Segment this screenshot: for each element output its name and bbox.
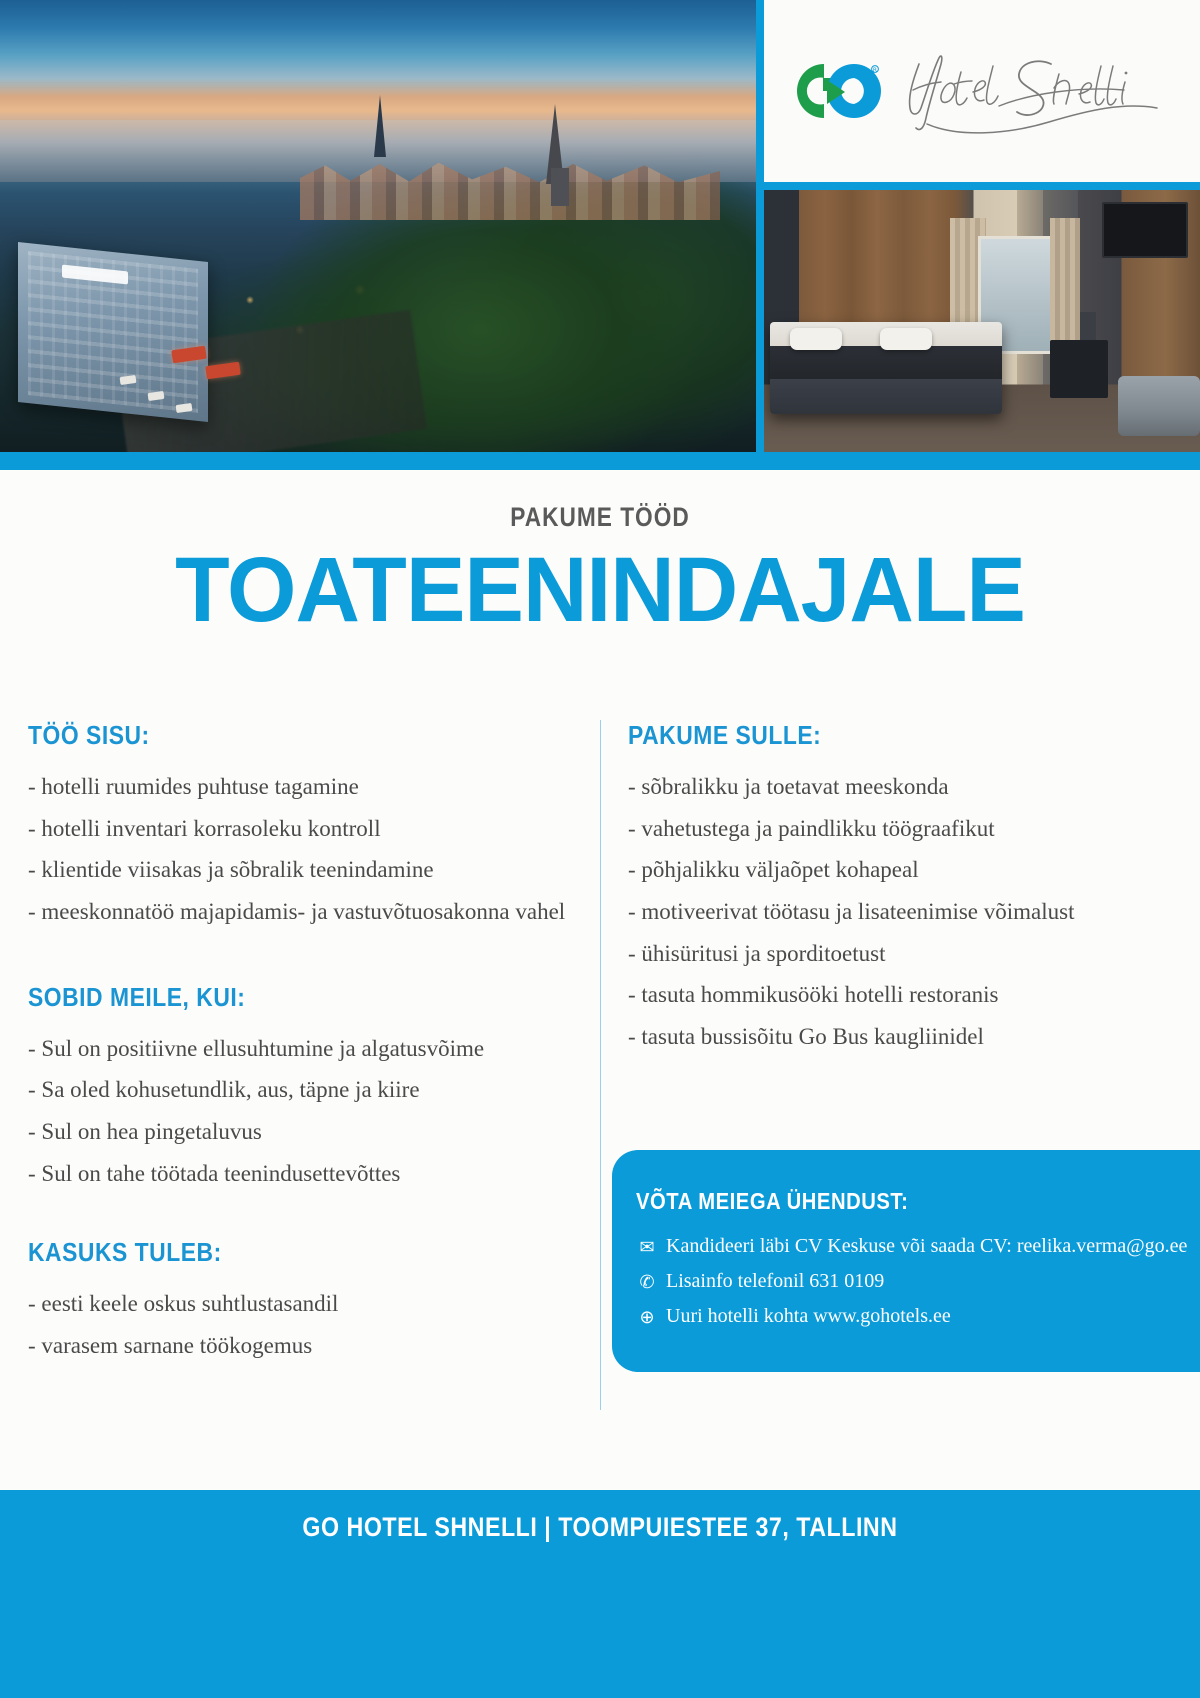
main-content [0, 470, 1200, 1490]
section-title-sobid-meile: SOBID MEILE, KUI: [28, 981, 246, 1012]
two-column-area [0, 720, 1200, 1460]
phone-icon: ✆ [639, 1271, 655, 1292]
list-item: - ühisüritusi ja sporditoetust [628, 940, 886, 966]
church-spire-icon [374, 95, 386, 157]
column-divider [600, 720, 601, 1410]
contact-email-text: Kandideeri läbi CV Keskuse või saada CV: reelika.verma@go.ee [666, 1235, 1188, 1257]
pillow [880, 328, 932, 350]
pillow [790, 328, 842, 350]
section-title-kasuks-tuleb: KASUKS TULEB: [28, 1237, 222, 1268]
spacer [28, 938, 568, 982]
list-item: - klientide viisakas ja sõbralik teenindamine [28, 857, 434, 883]
section-title-too-sisu: TÖÖ SISU: [28, 720, 150, 750]
hotel-shnelli-script-logo [899, 46, 1171, 136]
list-item: - varasem sarnane töökogemus [28, 1332, 313, 1358]
envelope-icon: ✉ [639, 1236, 655, 1257]
list-item: - tasuta hommikusööki hotelli restoranis [628, 982, 999, 1008]
contact-box [612, 1150, 1200, 1372]
hero-vertical-divider [756, 0, 764, 460]
tallinn-aerial-photo [0, 0, 756, 460]
oleviste-tower-body [551, 168, 569, 206]
contact-phone-text: Lisainfo telefonil 631 0109 [666, 1270, 885, 1292]
contact-row-email[interactable] [636, 1235, 1200, 1258]
right-column [628, 720, 1148, 1063]
go-logo-icon [793, 60, 885, 122]
list-item: - Sul on positiivne ellusuhtumine ja algatusvõime [28, 1035, 485, 1061]
contact-title: VÕTA MEIEGA ÜHENDUST: [636, 1188, 909, 1214]
desk-lamp [1080, 312, 1096, 342]
globe-icon: ⊕ [639, 1306, 655, 1327]
hero-horizontal-divider [764, 182, 1200, 190]
list-item: - hotelli inventari korrasoleku kontroll [28, 815, 381, 841]
list-item: - eesti keele oskus suhtlustasandil [28, 1291, 339, 1317]
list-item: - põhjalikku väljaõpet kohapeal [628, 857, 919, 883]
list-item: - Sul on hea pingetaluvus [28, 1118, 262, 1144]
list-item: - Sul on tahe töötada teenindusettevõttes [28, 1160, 401, 1186]
list-item: - meeskonnatöö majapidamis- ja vastuvõtuosakonna vahel [28, 898, 566, 924]
contact-website-text: Uuri hotelli kohta www.gohotels.ee [666, 1305, 951, 1327]
list-item: - vahetustega ja paindlikku töögraafikut [628, 815, 995, 841]
footer-bar [0, 1490, 1200, 1698]
brand-logo [764, 0, 1200, 182]
hero-bottom-bar [0, 452, 1200, 470]
hero-banner [0, 0, 1200, 460]
section-title-pakume-sulle: PAKUME SULLE: [628, 720, 822, 750]
contact-row-website[interactable] [636, 1305, 1200, 1328]
list-item: - Sa oled kohusetundlik, aus, täpne ja kiire [28, 1077, 420, 1103]
svg-text:R: R [872, 67, 878, 74]
list-item: - tasuta bussisõitu Go Bus kaugliinidel [628, 1023, 984, 1049]
contact-row-phone[interactable] [636, 1270, 1200, 1293]
logo-panel [764, 0, 1200, 182]
desk [1050, 340, 1108, 398]
armchair [1118, 376, 1200, 436]
tv-screen [1102, 202, 1188, 258]
eyebrow-text: PAKUME TÖÖD [510, 502, 690, 532]
spacer [28, 1199, 568, 1237]
list-item: - hotelli ruumides puhtuse tagamine [28, 774, 359, 799]
page-title: TOATEENINDAJALE [175, 539, 1025, 641]
hotel-room-photo [764, 190, 1200, 460]
list-item: - sõbralikku ja toetavat meeskonda [628, 774, 949, 799]
footer-address: GO HOTEL SHNELLI | TOOMPUIESTEE 37, TALLINN [302, 1512, 898, 1542]
list-item: - motiveerivat töötasu ja lisateenimise võimalust [628, 898, 1075, 924]
left-column [28, 720, 568, 1372]
